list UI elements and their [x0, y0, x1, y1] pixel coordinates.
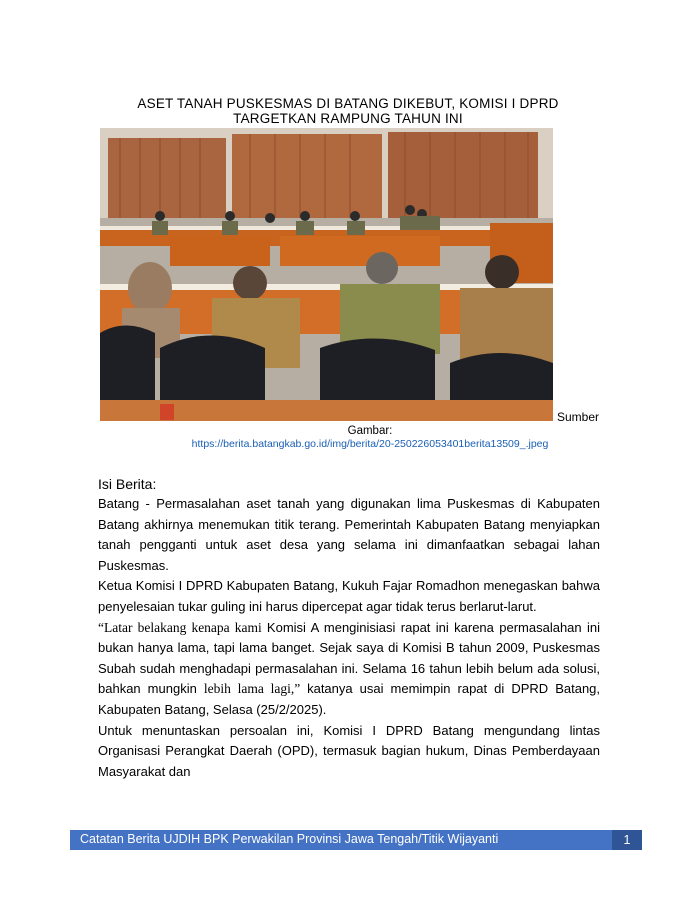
paragraph-1: Batang - Permasalahan aset tanah yang digunakan lima Puskesmas di Kabupaten Batang akhirnya menemukan titik terang. Pemerintah Kabupaten Batang menyiapkan tanah pengganti untuk aset desa yang selama ini dimanfaatkan sebagai lahan Puskesmas. — [98, 496, 600, 573]
quote-attribution: katanya usai memimpin rapat di DPRD Batang, Kabupaten Batang, Selasa (25/2/2025). — [98, 681, 601, 717]
title-line-1: ASET TANAH PUSKESMAS DI BATANG DIKEBUT, KOMISI I DPRD — [137, 96, 559, 111]
footer-text: Catatan Berita UJDIH BPK Perwakilan Provinsi Jawa Tengah/Titik Wijayanti — [80, 832, 499, 846]
meeting-room-photo — [100, 128, 553, 421]
section-heading: Isi Berita: — [98, 476, 157, 492]
article-body — [98, 494, 600, 782]
paragraph-4: Untuk menuntaskan persoalan ini, Komisi I DPRD Batang mengundang lintas Organisasi Perangkat Daerah (OPD), termasuk bagian hukum, Dinas Pemberdayaan Masyarakat dan — [98, 722, 600, 779]
image-source-label: Sumber — [557, 410, 600, 424]
article-title — [110, 96, 586, 126]
quote-serif-end: lebih lama lagi,” — [203, 681, 308, 697]
gambar-label: Gambar: — [347, 425, 393, 437]
paragraph-2: Ketua Komisi I DPRD Kabupaten Batang, Kukuh Fajar Romadhon menegaskan bahwa penyelesaian tukar guling ini harus dipercepat agar tidak terus berlarut-larut. — [98, 578, 600, 614]
image-source-link[interactable]: https://berita.batangkab.go.id/img/berita/20-250226053401berita13509_.jpeg — [191, 438, 549, 450]
paragraph-3 — [98, 618, 600, 721]
title-line-2: TARGETKAN RAMPUNG TAHUN INI — [233, 111, 463, 126]
quote-text: Komisi A menginisiasi rapat ini karena permasalahan ini bukan hanya lama, tapi lama banget. Sejak saya di Komisi B tahun 2009, Puskesmas Subah sudah menghadapi permasalahan ini. Selama 16 tahun lebih belum ada solusi, bahkan mungkin — [98, 619, 600, 697]
page-number: 1 — [612, 830, 642, 850]
page-footer — [70, 830, 642, 850]
image-caption — [100, 425, 640, 451]
quote-serif-start: “Latar belakang kenapa kami — [98, 619, 267, 635]
